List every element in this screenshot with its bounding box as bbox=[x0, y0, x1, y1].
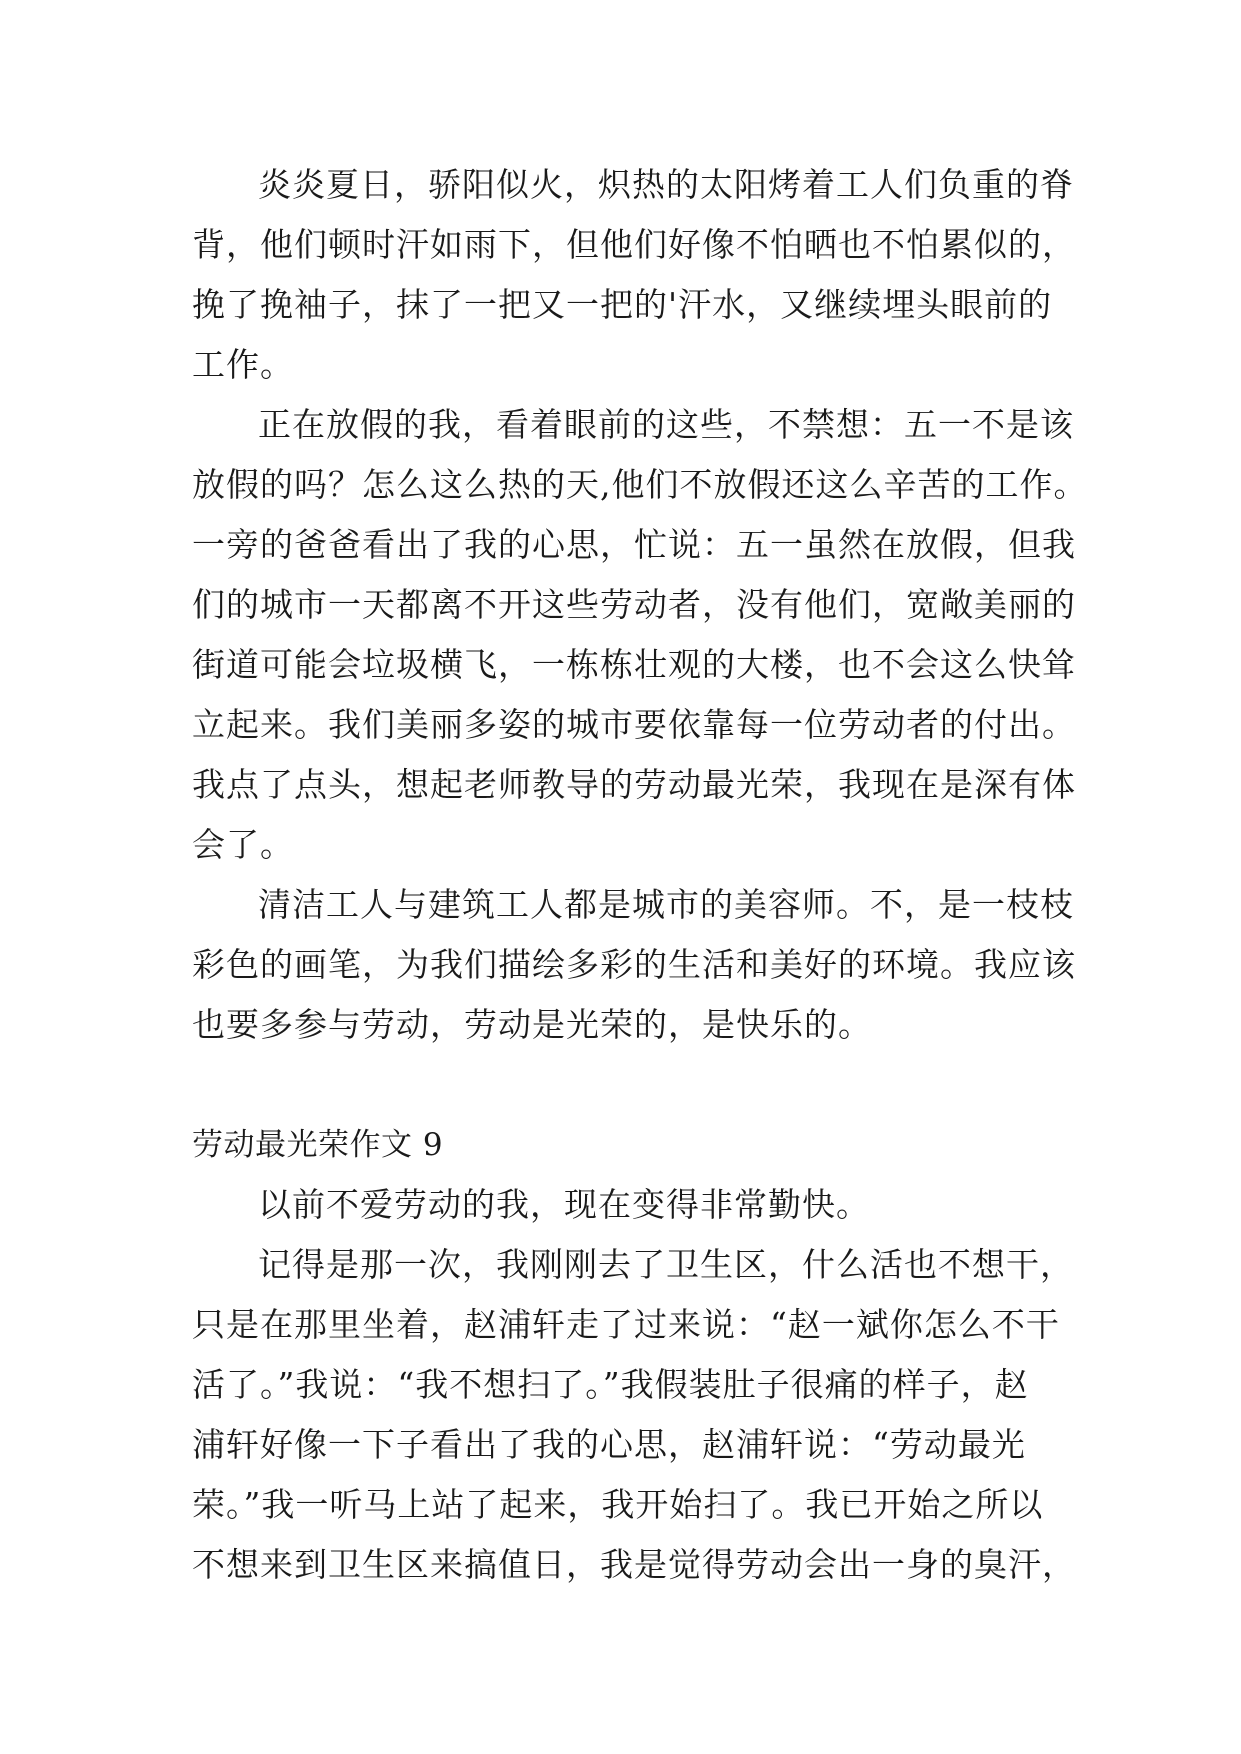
paragraph-4-line-1: 以前不爱劳动的我，现在变得非常勤快。 bbox=[258, 1185, 870, 1224]
paragraph-2-line-1: 正在放假的我，看着眼前的这些，不禁想：五一不是该 bbox=[258, 405, 1074, 444]
paragraph-5-line-6: 不想来到卫生区来搞值日，我是觉得劳动会出一身的臭汗， bbox=[192, 1545, 1076, 1584]
paragraph-3-line-1: 清洁工人与建筑工人都是城市的美容师。不，是一枝枝 bbox=[258, 885, 1074, 924]
paragraph-2-line-5: 街道可能会垃圾横飞，一栋栋壮观的大楼，也不会这么快耸 bbox=[192, 645, 1076, 684]
section-title: 劳动最光荣作文 9 bbox=[192, 1127, 444, 1163]
paragraph-5-line-2: 只是在那里坐着，赵浦轩走了过来说：“赵一斌你怎么不干 bbox=[192, 1305, 1060, 1344]
paragraph-2-line-7: 我点了点头，想起老师教导的劳动最光荣，我现在是深有体 bbox=[192, 765, 1076, 804]
paragraph-1-line-4: 工作。 bbox=[192, 345, 294, 384]
paragraph-3-line-3: 也要多参与劳动，劳动是光荣的，是快乐的。 bbox=[192, 1005, 872, 1044]
paragraph-5-line-4: 浦轩好像一下子看出了我的心思，赵浦轩说：“劳动最光 bbox=[192, 1425, 1026, 1464]
paragraph-1-line-2: 背，他们顿时汗如雨下，但他们好像不怕晒也不怕累似的， bbox=[192, 225, 1076, 264]
paragraph-2-line-8: 会了。 bbox=[192, 825, 294, 864]
paragraph-1-line-1: 炎炎夏日，骄阳似火，炽热的太阳烤着工人们负重的脊 bbox=[258, 165, 1074, 204]
paragraph-1-line-3: 挽了挽袖子，抹了一把又一把的'汗水，又继续埋头眼前的 bbox=[192, 285, 1053, 324]
paragraph-5-line-1: 记得是那一次，我刚刚去了卫生区，什么活也不想干， bbox=[258, 1245, 1074, 1284]
paragraph-5-line-5: 荣。”我一听马上站了起来，我开始扫了。我已开始之所以 bbox=[192, 1485, 1044, 1524]
paragraph-2-line-2: 放假的吗？怎么这么热的天,他们不放假还这么辛苦的工作。 bbox=[192, 465, 1088, 504]
paragraph-5-line-3: 活了。”我说：“我不想扫了。”我假装肚子很痛的样子，赵 bbox=[192, 1365, 1029, 1404]
paragraph-3-line-2: 彩色的画笔，为我们描绘多彩的生活和美好的环境。我应该 bbox=[192, 945, 1076, 984]
paragraph-2-line-4: 们的城市一天都离不开这些劳动者，没有他们，宽敞美丽的 bbox=[192, 585, 1076, 624]
paragraph-2-line-3: 一旁的爸爸看出了我的心思，忙说：五一虽然在放假，但我 bbox=[192, 525, 1076, 564]
paragraph-2-line-6: 立起来。我们美丽多姿的城市要依靠每一位劳动者的付出。 bbox=[192, 705, 1076, 744]
